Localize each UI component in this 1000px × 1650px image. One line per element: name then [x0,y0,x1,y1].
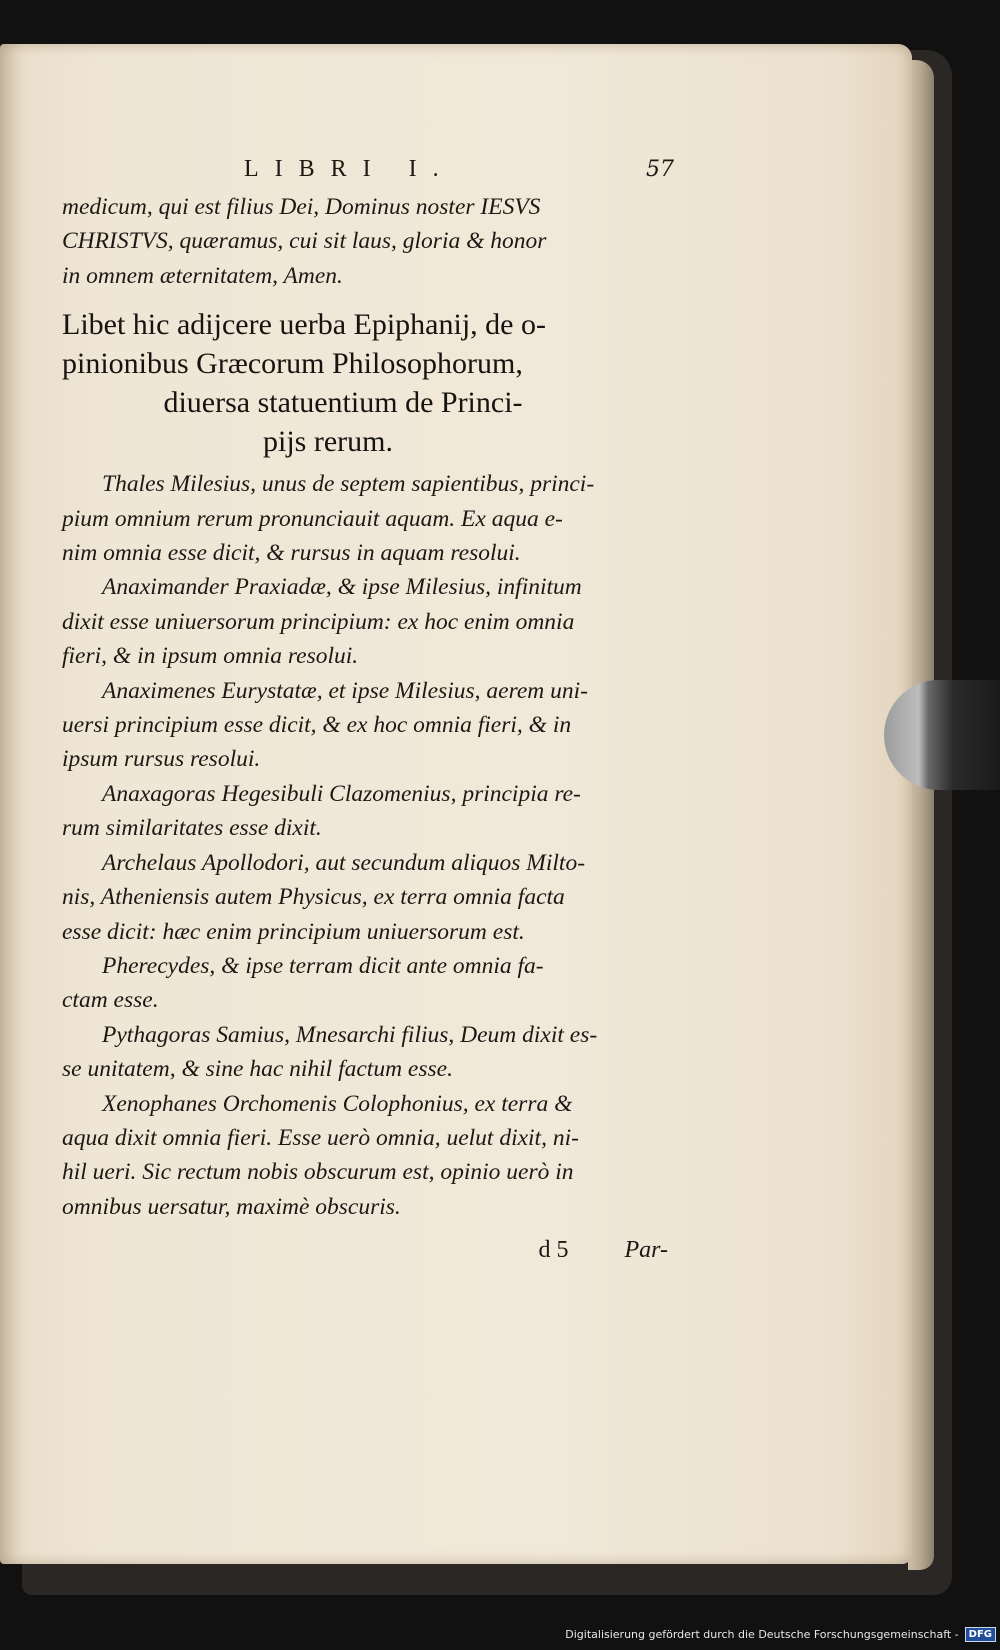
page-text [62,156,674,1270]
paragraph-xenophanes [62,1087,674,1225]
signature-mark: d 5 [538,1237,569,1264]
page-clip [884,680,1000,790]
heading-line: pinionibus Græcorum Philosophorum, [62,347,523,381]
text-line: Pherecydes, & ipse terram dicit ante omnia fa- [102,952,544,979]
text-line: uersi principium esse dicit, & ex hoc omnia fieri, & in [62,712,572,739]
running-title: LIBRI I. [244,156,455,182]
text-line: Archelaus Apollodori, aut secundum aliquos Milto- [102,849,586,876]
text-line: in omnem æternitatem, Amen. [62,262,343,289]
text-line: Anaxagoras Hegesibuli Clazomenius, principia re- [102,780,581,807]
text-line: hil ueri. Sic rectum nobis obscurum est, opinio uerò in [62,1159,574,1186]
text-line: ipsum rursus resolui. [62,746,261,773]
text-line: rum similaritates esse dixit. [62,815,322,842]
section-heading [62,305,674,461]
text-line: omnibus uersatur, maximè obscuris. [62,1193,401,1220]
paragraph-pherecydes [62,949,674,1018]
signature-line [62,1230,674,1270]
text-line: nis, Atheniensis autem Physicus, ex terra omnia facta [62,884,565,911]
paragraph-anaxagoras [62,777,674,846]
footer-text: Digitalisierung gefördert durch die Deutsche Forschungsgemeinschaft - [565,1627,959,1641]
text-line: CHRISTVS, quæramus, cui sit laus, gloria & honor [62,228,547,255]
text-line: se unitatem, & sine hac nihil factum esse. [62,1056,453,1083]
text-line: Anaximenes Eurystatæ, et ipse Milesius, aerem uni- [102,677,589,704]
paragraph-pythagoras [62,1018,674,1087]
paragraph-thales [62,467,674,570]
text-line: nim omnia esse dicit, & rursus in aquam resolui. [62,540,521,567]
running-head [62,156,674,190]
heading-line: Libet hic adijcere uerba Epiphanij, de o- [62,308,546,342]
paragraph-archelaus [62,846,674,949]
text-line: ctam esse. [62,987,159,1014]
folio-number: 57 [646,157,674,182]
text-line: esse dicit: hæc enim principium uniuersorum est. [62,918,525,945]
paragraph-anaximenes [62,674,674,777]
text-line: Anaximander Praxiadæ, & ipse Milesius, infinitum [102,574,582,601]
text-line: aqua dixit omnia fieri. Esse uerò omnia, uelut dixit, ni- [62,1124,579,1151]
dfg-logo: DFG [965,1627,996,1642]
digitization-footer [565,1624,996,1644]
heading-line: diuersa statuentium de Princi- [163,386,523,420]
text-line: fieri, & in ipsum omnia resolui. [62,643,359,670]
paragraph-anaximander [62,570,674,673]
text-line: dixit esse uniuersorum principium: ex hoc enim omnia [62,608,575,635]
text-line: pium omnium rerum pronunciauit aquam. Ex aqua e- [62,505,563,532]
text-line: Thales Milesius, unus de septem sapientibus, princi- [102,471,595,498]
catchword: Par- [624,1237,668,1264]
text-line: Xenophanes Orchomenis Colophonius, ex terra & [102,1090,573,1117]
opening-lines [62,190,674,293]
text-line: Pythagoras Samius, Mnesarchi filius, Deum dixit es- [102,1021,598,1048]
text-line: medicum, qui est filius Dei, Dominus noster IESVS [62,194,541,220]
heading-line: pijs rerum. [263,425,393,459]
